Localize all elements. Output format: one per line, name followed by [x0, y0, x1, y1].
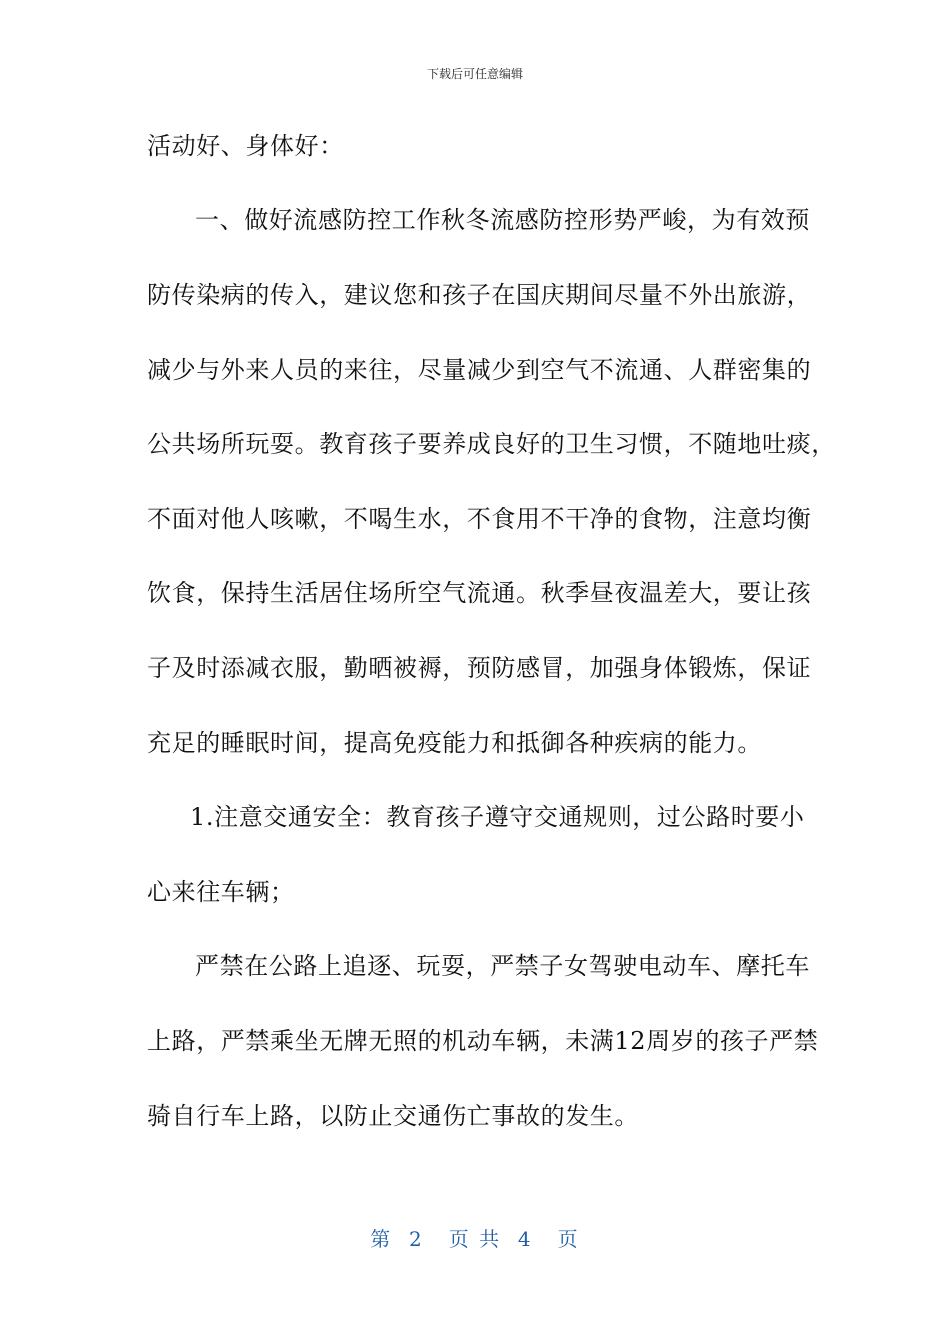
text-line: 防传染病的传入，建议您和孩子在国庆期间尽量不外出旅游， [147, 281, 812, 309]
text-line: 子及时添减衣服，勤晒被褥，预防感冒，加强身体锻炼，保证 [147, 654, 812, 682]
text-line: 公共场所玩耍。教育孩子要养成良好的卫生习惯，不随地吐痰， [147, 430, 836, 458]
paragraph-first-line: 一、做好流感防控工作秋冬流感防控形势严峻，为有效预 [195, 206, 810, 234]
text-line: 骑自行车上路，以防止交通伤亡事故的发生。 [147, 1102, 639, 1130]
text-line: 充足的睡眠时间，提高免疫能力和抵御各种疾病的能力。 [147, 729, 762, 757]
page-header: 下载后可任意编辑 [426, 67, 523, 81]
paragraph-first-line: 1.注意交通安全：教育孩子遵守交通规则，过公路时要小 [190, 803, 805, 831]
text-line: 活动好、身体好： [147, 132, 344, 160]
page-footer: 第 2 页 共 4 页 [370, 1227, 580, 1251]
text-line: 上路，严禁乘坐无牌无照的机动车辆，未满12周岁的孩子严禁 [147, 1027, 819, 1055]
text-line: 不面对他人咳嗽，不喝生水，不食用不干净的食物，注意均衡 [147, 505, 812, 533]
text-line: 饮食，保持生活居住场所空气流通。秋季昼夜温差大，要让孩 [147, 579, 812, 607]
text-line: 心来往车辆； [147, 878, 295, 906]
paragraph-first-line: 严禁在公路上追逐、玩耍，严禁子女驾驶电动车、摩托车 [195, 952, 810, 980]
text-line: 减少与外来人员的来往，尽量减少到空气不流通、人群密集的 [147, 356, 812, 384]
